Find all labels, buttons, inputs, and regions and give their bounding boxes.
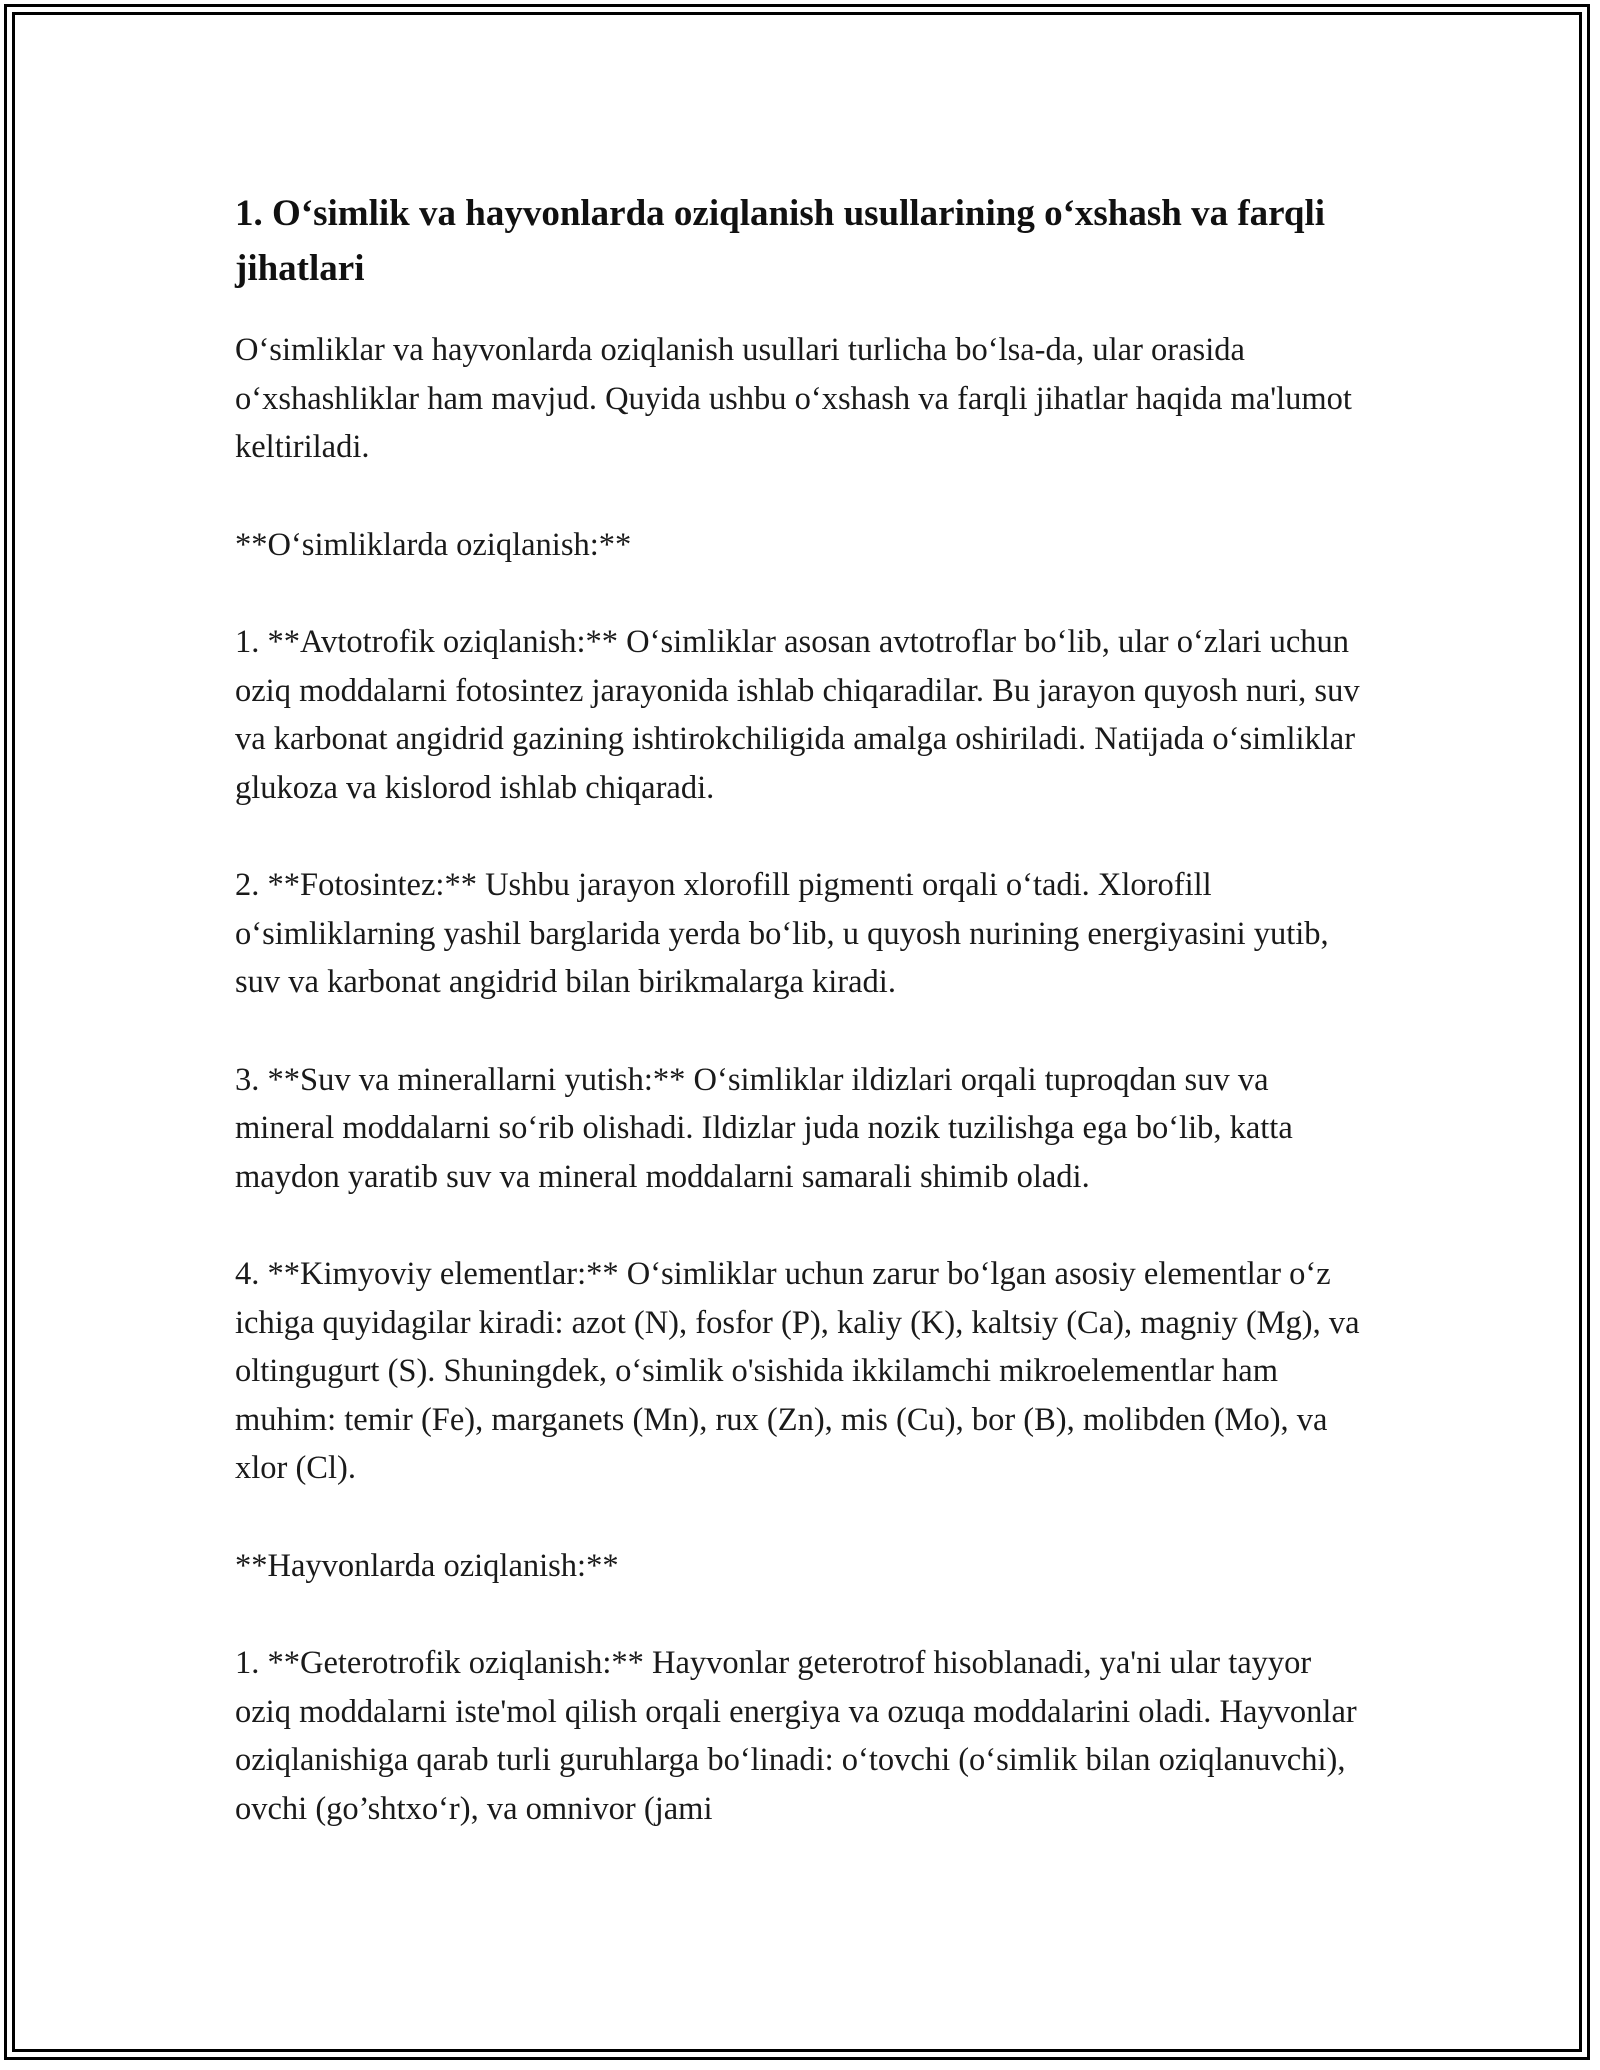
section-heading: 1. O‘simlik va hayvonlarda oziqlanish usullarining o‘xshash va farqli jihatlari (235, 193, 1326, 289)
plants-item-photosynthesis: 2. **Fotosintez:** Ushbu jarayon xlorofill pigmenti orqali o‘tadi. Xlorofill o‘simliklarning yashil barglarida yerda bo‘lib, u quyosh nurining energiyasini yutib, suv va karbonat angidrid bilan birikmalarga kiradi. (235, 867, 1329, 1000)
plants-item-chemical-elements: 4. **Kimyoviy elementlar:** O‘simliklar uchun zarur bo‘lgan asosiy elementlar o‘z ichiga quyidagilar kiradi: azot (N), fosfor (P), kaliy (K), kaltsiy (Ca), magniy (Mg), va oltingugurt (S). Shuningdek, o‘simlik o'sishida ikkilamchi mikroelementlar ham muhim: temir (Fe), marganets (Mn), rux (Zn), mis (Cu), bor (B), molibden (Mo), va xlor (Cl). (235, 1256, 1360, 1486)
animals-item-heterotrophic: 1. **Geterotrofik oziqlanish:** Hayvonlar geterotrof hisoblanadi, ya'ni ular tayyor oziq moddalarni iste'mol qilish orqali energiya va ozuqa moddalarini oladi. Hayvonlar oziqlanishiga qarab turli guruhlarga bo‘linadi: o‘tovchi (o‘simlik bilan oziqlanuvchi), ovchi (go’shtxo‘r), va omnivor (jami (235, 1645, 1357, 1827)
plants-item-water-minerals: 3. **Suv va minerallarni yutish:** O‘simliklar ildizlari orqali tuproqdan suv va mineral moddalarni so‘rib olishadi. Ildizlar juda nozik tuzilishga ega bo‘lib, katta maydon yaratib suv va mineral moddalarni samarali shimib oladi. (235, 1061, 1293, 1195)
intro-paragraph: O‘simliklar va hayvonlarda oziqlanish usullari turlicha bo‘lsa-da, ular orasida o‘xshashliklar ham mavjud. Quyida ushbu o‘xshash va farqli jihatlar haqida ma'lumot keltiriladi. (235, 332, 1352, 465)
animals-subheading: **Hayvonlarda oziqlanish:** (235, 1547, 619, 1584)
document-body (235, 186, 1365, 1882)
plants-subheading: **O‘simliklarda oziqlanish:** (235, 526, 632, 563)
plants-item-autotrophic: 1. **Avtotrofik oziqlanish:** O‘simliklar asosan avtotroflar bo‘lib, ular o‘zlari uchun oziq moddalarni fotosintez jarayonida ishlab chiqaradilar. Bu jarayon quyosh nuri, suv va karbonat angidrid gazining ishtirokchiligida amalga oshiriladi. Natijada o‘simliklar glukoza va kislorod ishlab chiqaradi. (235, 624, 1360, 806)
